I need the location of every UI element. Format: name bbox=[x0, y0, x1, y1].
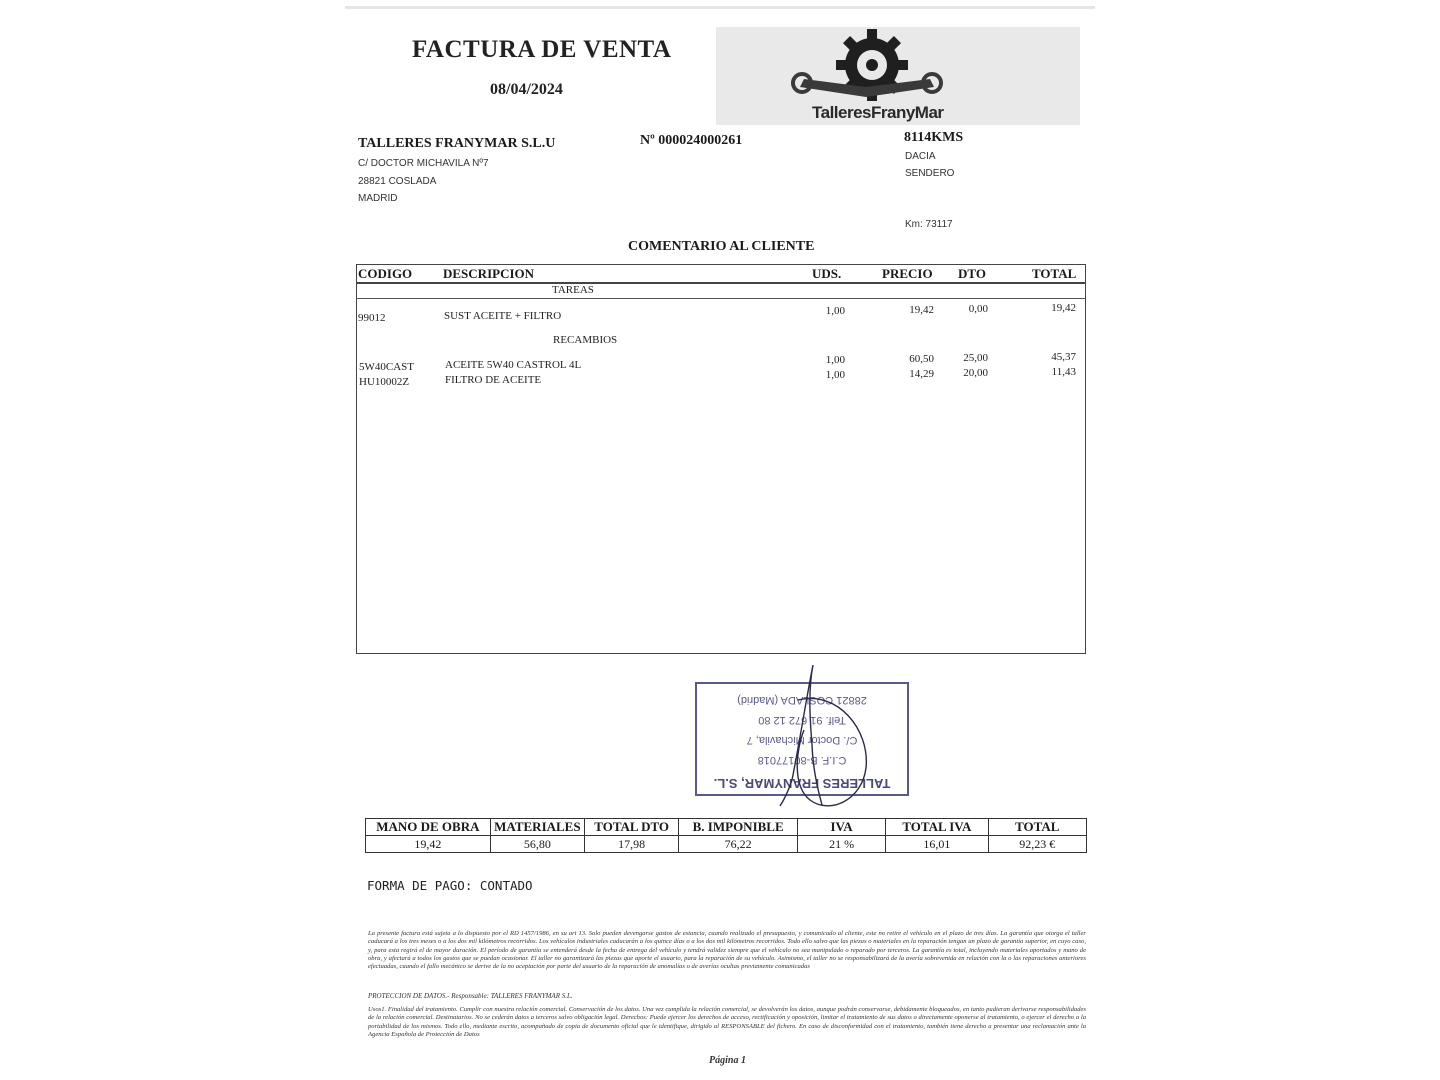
totals-header: TOTAL bbox=[988, 819, 1086, 836]
row-units: 1,00 bbox=[825, 305, 845, 317]
row-price: 60,50 bbox=[909, 353, 934, 365]
document-title: FACTURA DE VENTA bbox=[412, 36, 672, 63]
company-city: 28821 COSLADA bbox=[358, 176, 437, 187]
col-header-code: CODIGO bbox=[358, 266, 413, 281]
row-description: ACEITE 5W40 CASTROL 4L bbox=[445, 359, 582, 371]
page-number: Página 1 bbox=[709, 1055, 746, 1066]
row-discount: 25,00 bbox=[963, 352, 988, 364]
totals-header: MATERIALES bbox=[490, 819, 584, 836]
totals-header: MANO DE OBRA bbox=[366, 819, 491, 836]
vehicle-model: SENDERO bbox=[905, 168, 955, 179]
row-discount: 0,00 bbox=[968, 303, 988, 315]
totals-header: B. IMPONIBLE bbox=[679, 819, 798, 836]
invoice-date: 08/04/2024 bbox=[490, 81, 563, 98]
row-description: SUST ACEITE + FILTRO bbox=[444, 310, 562, 322]
row-total: 45,37 bbox=[1051, 351, 1076, 363]
stamp-line-3: C/. Doctor Michavila, 7 bbox=[746, 734, 858, 746]
vehicle-km: Km: 73117 bbox=[905, 219, 953, 230]
labour-total: 19,42 bbox=[366, 836, 491, 853]
row-total: 19,42 bbox=[1051, 302, 1076, 314]
scan-edge bbox=[345, 6, 1095, 9]
row-units: 1,00 bbox=[825, 369, 845, 381]
row-discount: 20,00 bbox=[963, 367, 988, 379]
row-total: 11,43 bbox=[1051, 366, 1076, 378]
totals-table bbox=[365, 818, 1087, 853]
totals-header: IVA bbox=[797, 819, 885, 836]
payment-method: FORMA DE PAGO: CONTADO bbox=[367, 878, 533, 893]
col-header-units: UDS. bbox=[812, 266, 842, 281]
stamp-line-2: C.I.F. B-80177018 bbox=[757, 754, 847, 766]
section-title-recambios: RECAMBIOS bbox=[553, 334, 618, 346]
discount-total: 17,98 bbox=[585, 836, 679, 853]
invoice-number: Nº 000024000261 bbox=[640, 133, 743, 148]
table-section-divider bbox=[356, 298, 1086, 299]
vat-total: 16,01 bbox=[886, 836, 988, 853]
stamp-line-5: 28821 COSLADA (Madrid) bbox=[737, 694, 867, 706]
row-code: 99012 bbox=[358, 312, 386, 324]
totals-header: TOTAL DTO bbox=[585, 819, 679, 836]
stamp-line-4: Telf. 91 672 12 80 bbox=[758, 714, 846, 726]
vat-rate: 21 % bbox=[797, 836, 885, 853]
row-description: FILTRO DE ACEITE bbox=[445, 374, 542, 386]
data-protection-text: Usos1. Finalidad del tratamiento. Cumplir con nuestra relación comercial. Conservación de los datos. Una vez cumplida la relación comercial, se devolverán los datos, aunque podrán conservarse, debidamente bloqueados, en tanto pudieran derivarse responsabilidades de la relación comercial. Destinatarios. No se cederán datos a terceros salvo obligación legal. Derechos: Puede ejercer los derechos de acceso, rectificación y oposición, limitar el tratamiento de sus datos o directamente oponerse al tratamiento, o ejercer el derecho a la portabilidad de los mismos. Todo ello, mediante escrito, acompañado de copia de documento oficial que le identifique, dirigido al RESPONSABLE del fichero. En caso de disconformidad con el tratamiento, también tiene derecho a presentar una reclamación ante la Agencia Española de Protección de Datos bbox=[368, 1006, 1086, 1038]
materials-total: 56,80 bbox=[490, 836, 584, 853]
company-stamp-signature bbox=[680, 660, 920, 810]
data-protection-heading: PROTECCION DE DATOS.- Responsable: TALLERES FRANYMAR S.L. bbox=[368, 992, 573, 1000]
row-price: 19,42 bbox=[909, 304, 934, 316]
row-price: 14,29 bbox=[909, 368, 934, 380]
col-header-total: TOTAL bbox=[1032, 266, 1077, 281]
company-province: MADRID bbox=[358, 193, 398, 204]
grand-total: 92,23 € bbox=[988, 836, 1086, 853]
items-table bbox=[356, 264, 1086, 654]
row-code: 5W40CAST bbox=[359, 361, 414, 373]
company-name: TALLERES FRANYMAR S.L.U bbox=[358, 136, 556, 151]
section-title-tareas: TAREAS bbox=[552, 284, 594, 296]
table-header-divider bbox=[356, 282, 1086, 284]
row-units: 1,00 bbox=[825, 354, 845, 366]
vehicle-plate: 8114KMS bbox=[904, 130, 964, 145]
col-header-description: DESCRIPCION bbox=[443, 266, 535, 281]
company-logo bbox=[716, 27, 1080, 125]
legal-terms: La presente factura está sujeta a lo dispuesto por el RD 1457/1986, en su art 13. Solo pueden devengarse gastos de estancia, cuando realizado el presupuesto, y comunicado al cliente, este no retire el vehículo en el plazo de tres días. La garantía que otorga el taller caducará a los tres meses o a los dos mil kilómetros recorridos. Los vehículos industriales caducarán a los quince días o a los dos mil kilómetros recorridos. Todo ello salvo que las piezas o materiales en la reparación tengan un plazo de garantía superior, en cuyo caso, y, para esta regirá el de mayor duración. El período de garantía se entenderá desde la fecha de entrega del vehículo y tendrá validez siempre que el vehículo no sea manipulado o reparado por terceros. La garantía es total, incluyendo materiales aportados y mano de obra, y afectará a todos los gastos que se puedan ocasionar. El taller no garantizará las piezas que aporte el usuario, para la reparación de su vehículo. Asimismo, el taller no se responsabilizará de la avería sobrevenida en relación con la o las reparaciones anteriores efectuadas, cuando el fallo mecánico se derive de la no aceptación por parte del usuario de la reparación de anomalías o de averías ocultas previamente comunicadas bbox=[368, 930, 1086, 971]
stamp-line-1: TALLERES FRANYMAR, S.L. bbox=[713, 776, 891, 791]
taxable-base: 76,22 bbox=[679, 836, 798, 853]
vehicle-make: DACIA bbox=[905, 151, 936, 162]
row-code: HU10002Z bbox=[359, 376, 410, 388]
logo-text: TalleresFranyMar bbox=[812, 103, 944, 122]
col-header-price: PRECIO bbox=[882, 266, 933, 281]
col-header-discount: DTO bbox=[958, 266, 986, 281]
customer-comment-label: COMENTARIO AL CLIENTE bbox=[628, 239, 815, 254]
company-address: C/ DOCTOR MICHAVILA Nº7 bbox=[358, 158, 489, 169]
totals-header: TOTAL IVA bbox=[886, 819, 988, 836]
